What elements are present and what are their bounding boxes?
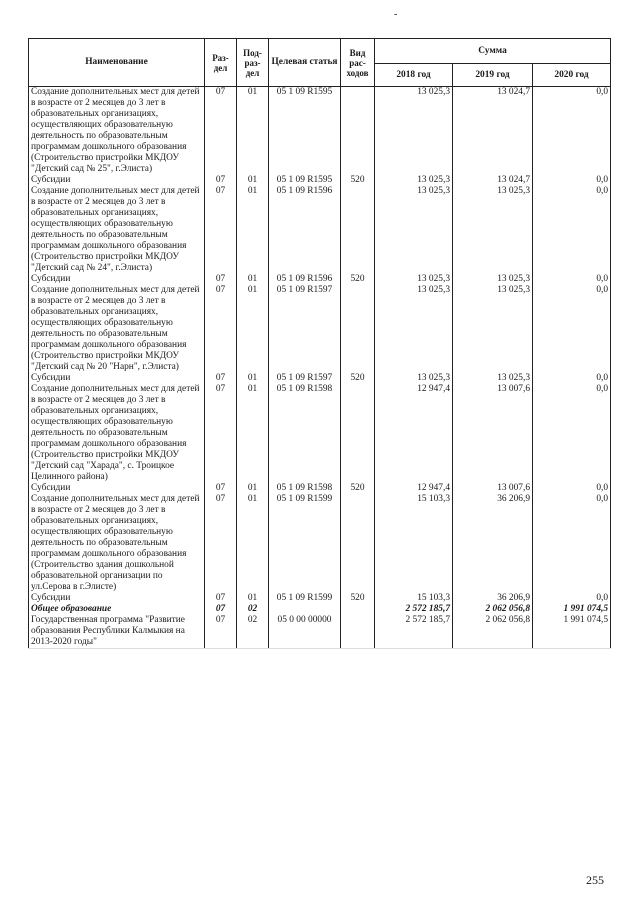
table-row	[29, 483, 611, 494]
row-2019: 13 007,6	[453, 483, 533, 494]
row-podrazdel: 01	[237, 384, 269, 483]
row-razdel: 07	[205, 384, 237, 483]
row-2018: 13 025,3	[375, 274, 453, 285]
header-year-2018: 2018 год	[375, 64, 453, 87]
row-vid	[341, 186, 375, 274]
row-podrazdel: 01	[237, 593, 269, 604]
header-podrazdel: Под-раз-дел	[237, 39, 269, 87]
row-2020: 0,0	[533, 285, 611, 373]
row-vid: 520	[341, 274, 375, 285]
row-vid	[341, 604, 375, 615]
row-2018: 2 572 185,7	[375, 604, 453, 615]
row-2018: 12 947,4	[375, 483, 453, 494]
row-2020: 1 991 074,5	[533, 615, 611, 649]
header-target: Целевая статья	[269, 39, 341, 87]
header-name: Наименование	[29, 39, 205, 87]
row-2019: 2 062 056,8	[453, 604, 533, 615]
row-target: 05 1 09 R1595	[269, 87, 341, 176]
row-razdel: 07	[205, 593, 237, 604]
row-2019: 13 024,7	[453, 87, 533, 176]
header-year-2020: 2020 год	[533, 64, 611, 87]
row-vid: 520	[341, 175, 375, 186]
row-name: Субсидии	[29, 274, 205, 285]
row-2019: 36 206,9	[453, 593, 533, 604]
row-2018: 13 025,3	[375, 175, 453, 186]
table-row-section	[29, 604, 611, 615]
row-razdel: 07	[205, 285, 237, 373]
row-2018: 13 025,3	[375, 87, 453, 176]
row-target: 05 1 09 R1599	[269, 494, 341, 593]
row-name: Субсидии	[29, 373, 205, 384]
row-2019: 13 024,7	[453, 175, 533, 186]
row-razdel: 07	[205, 604, 237, 615]
row-2018: 15 103,3	[375, 593, 453, 604]
row-2019: 13 025,3	[453, 285, 533, 373]
header-vid: Вид рас-ходов	[341, 39, 375, 87]
row-podrazdel: 01	[237, 274, 269, 285]
row-2020: 0,0	[533, 494, 611, 593]
row-target: 05 1 09 R1598	[269, 384, 341, 483]
row-target: 05 1 09 R1598	[269, 483, 341, 494]
row-vid	[341, 384, 375, 483]
row-2018: 13 025,3	[375, 373, 453, 384]
row-podrazdel: 01	[237, 494, 269, 593]
row-2018: 2 572 185,7	[375, 615, 453, 649]
header-year-2019: 2019 год	[453, 64, 533, 87]
row-target	[269, 604, 341, 615]
row-razdel: 07	[205, 373, 237, 384]
table-row	[29, 87, 611, 176]
row-vid	[341, 615, 375, 649]
row-2020: 0,0	[533, 593, 611, 604]
table-row	[29, 274, 611, 285]
row-2020: 0,0	[533, 175, 611, 186]
row-2020: 0,0	[533, 373, 611, 384]
row-podrazdel: 01	[237, 373, 269, 384]
row-vid	[341, 285, 375, 373]
row-target: 05 1 09 R1596	[269, 186, 341, 274]
row-2020: 0,0	[533, 186, 611, 274]
row-podrazdel: 02	[237, 615, 269, 649]
row-podrazdel: 02	[237, 604, 269, 615]
row-name: Субсидии	[29, 593, 205, 604]
row-2018: 15 103,3	[375, 494, 453, 593]
row-2019: 2 062 056,8	[453, 615, 533, 649]
row-name: Создание дополнительных мест для детей в возрасте от 2 месяцев до 3 лет в образовательных организациях, осуществляющих образовательную деятельность по образовательным программам дошкольного образования (Строительство пристройки МКДОУ "Детский сад № 20 "Нарн", г.Элиста)	[29, 285, 205, 373]
row-razdel: 07	[205, 483, 237, 494]
header-razdel: Раз-дел	[205, 39, 237, 87]
row-podrazdel: 01	[237, 186, 269, 274]
row-2019: 13 025,3	[453, 186, 533, 274]
row-2019: 36 206,9	[453, 494, 533, 593]
row-razdel: 07	[205, 494, 237, 593]
top-mark: -	[394, 9, 398, 20]
row-name: Общее образование	[29, 604, 205, 615]
table-row	[29, 593, 611, 604]
row-vid	[341, 494, 375, 593]
row-vid: 520	[341, 483, 375, 494]
row-2018: 13 025,3	[375, 285, 453, 373]
row-target: 05 1 09 R1599	[269, 593, 341, 604]
row-razdel: 07	[205, 274, 237, 285]
row-razdel: 07	[205, 615, 237, 649]
row-vid: 520	[341, 593, 375, 604]
row-2020: 0,0	[533, 87, 611, 176]
table-row	[29, 384, 611, 483]
row-podrazdel: 01	[237, 87, 269, 176]
row-razdel: 07	[205, 87, 237, 176]
row-razdel: 07	[205, 175, 237, 186]
row-name: Создание дополнительных мест для детей в возрасте от 2 месяцев до 3 лет в образовательных организациях, осуществляющих образовательную деятельность по образовательным программам дошкольного образования (Строительство пристройки МКДОУ "Детский сад "Харада", с. Троицкое Целинного района)	[29, 384, 205, 483]
row-target: 05 0 00 00000	[269, 615, 341, 649]
row-target: 05 1 09 R1597	[269, 285, 341, 373]
page-number: 255	[586, 873, 604, 887]
row-podrazdel: 01	[237, 175, 269, 186]
row-name: Создание дополнительных мест для детей в возрасте от 2 месяцев до 3 лет в образовательных организациях, осуществляющих образовательную деятельность по образовательным программам дошкольного образования (Строительство пристройки МКДОУ "Детский сад № 24", г.Элиста)	[29, 186, 205, 274]
row-2020: 0,0	[533, 483, 611, 494]
header-summa: Сумма	[375, 39, 611, 64]
row-2018: 13 025,3	[375, 186, 453, 274]
row-2019: 13 025,3	[453, 373, 533, 384]
table-row	[29, 494, 611, 593]
row-2020: 0,0	[533, 274, 611, 285]
table-row	[29, 285, 611, 373]
budget-table	[28, 38, 611, 649]
row-2020: 0,0	[533, 384, 611, 483]
row-2020: 1 991 074,5	[533, 604, 611, 615]
row-target: 05 1 09 R1597	[269, 373, 341, 384]
row-name: Субсидии	[29, 175, 205, 186]
table-row	[29, 186, 611, 274]
row-podrazdel: 01	[237, 285, 269, 373]
table-row	[29, 373, 611, 384]
table-row	[29, 615, 611, 649]
row-name: Субсидии	[29, 483, 205, 494]
table-row	[29, 175, 611, 186]
row-podrazdel: 01	[237, 483, 269, 494]
row-2018: 12 947,4	[375, 384, 453, 483]
row-name: Создание дополнительных мест для детей в возрасте от 2 месяцев до 3 лет в образовательных организациях, осуществляющих образовательную деятельность по образовательным программам дошкольного образования (Строительство пристройки МКДОУ "Детский сад № 25", г.Элиста)	[29, 87, 205, 176]
row-vid	[341, 87, 375, 176]
row-target: 05 1 09 R1596	[269, 274, 341, 285]
row-name: Создание дополнительных мест для детей в возрасте от 2 месяцев до 3 лет в образовательных организациях, осуществляющих образовательную деятельность по образовательным программам дошкольного образования (Строительство здания дошкольной образовательной организации по ул.Серова в г.Элисте)	[29, 494, 205, 593]
row-vid: 520	[341, 373, 375, 384]
row-2019: 13 025,3	[453, 274, 533, 285]
row-razdel: 07	[205, 186, 237, 274]
row-name: Государственная программа "Развитие образования Республики Калмыкия на 2013-2020 годы"	[29, 615, 205, 649]
row-target: 05 1 09 R1595	[269, 175, 341, 186]
row-2019: 13 007,6	[453, 384, 533, 483]
